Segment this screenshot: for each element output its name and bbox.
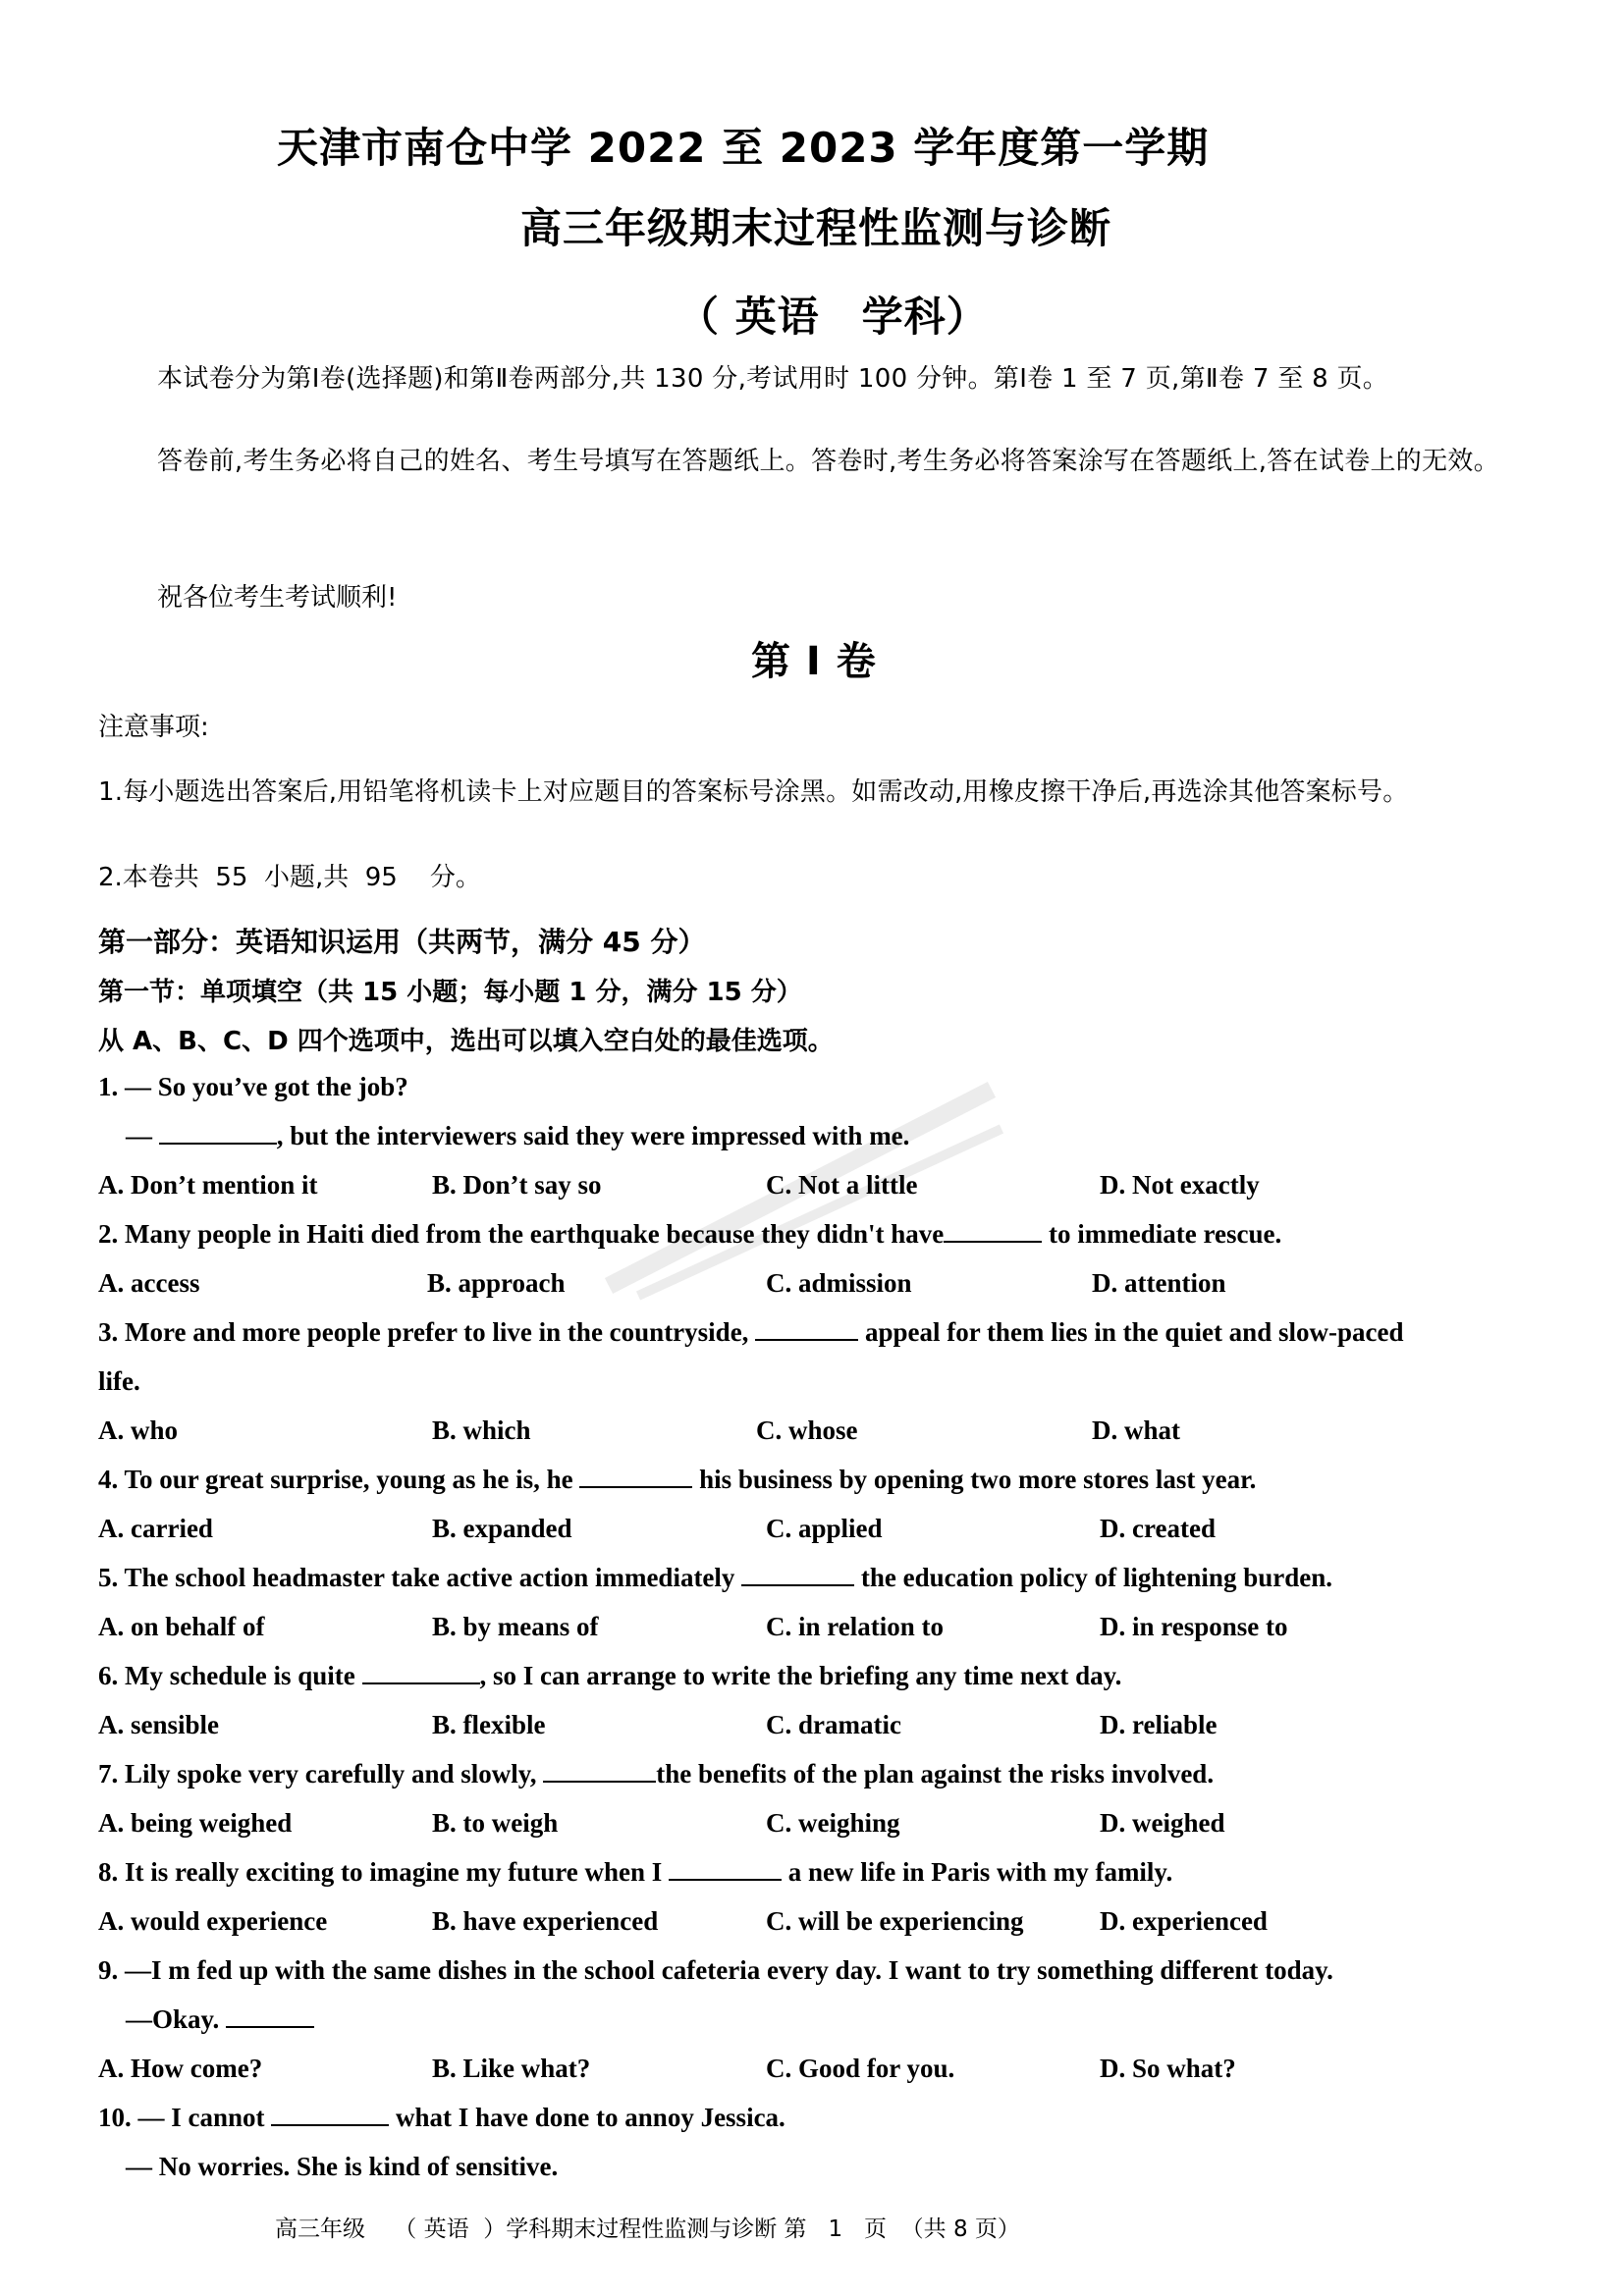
q4-option-c: C. applied xyxy=(766,1514,883,1543)
q7-option-d: D. weighed xyxy=(1100,1808,1225,1838)
q8-option-a: A. would experience xyxy=(98,1906,328,1936)
question-9-reply: —Okay. xyxy=(126,2004,314,2035)
q2-option-b: B. approach xyxy=(427,1268,566,1298)
intro-paragraph-2: 答卷前,考生务必将自己的姓名、考生号填写在答题纸上。答卷时,考生务必将答案涂写在答题纸上,答在试卷上的无效。 xyxy=(157,447,1499,476)
answer-blank xyxy=(944,1219,1042,1243)
q2-option-a: A. access xyxy=(98,1268,200,1298)
q5-option-b: B. by means of xyxy=(432,1612,599,1641)
question-3-stem: 3. More and more people prefer to live in the countryside, appeal for them lies in the quiet and slow-paced xyxy=(98,1317,1404,1347)
q5-option-d: D. in response to xyxy=(1100,1612,1288,1641)
q5-option-c: C. in relation to xyxy=(766,1612,944,1641)
q6-option-b: B. flexible xyxy=(432,1710,546,1739)
footer-subject: 英语 xyxy=(423,2216,469,2242)
good-luck-text: 祝各位考生考试顺利! xyxy=(157,583,398,613)
answer-blank xyxy=(741,1563,854,1586)
exam-title: 天津市南仓中学 2022 至 2023 学年度第一学期 xyxy=(277,124,1210,172)
volume-heading: 第 Ⅰ 卷 xyxy=(751,639,877,684)
answer-blank xyxy=(362,1661,480,1684)
answer-blank xyxy=(159,1121,277,1145)
q2-option-c: C. admission xyxy=(766,1268,912,1298)
q1-option-a: A. Don’t mention it xyxy=(98,1170,318,1200)
q7-option-a: A. being weighed xyxy=(98,1808,293,1838)
q3-option-c: C. whose xyxy=(756,1415,858,1445)
q8-option-b: B. have experienced xyxy=(432,1906,659,1936)
section1-title: 第一节：单项填空（共 15 小题；每小题 1 分，满分 15 分） xyxy=(98,978,802,1007)
answer-blank xyxy=(669,1857,782,1881)
q5-option-a: A. on behalf of xyxy=(98,1612,265,1641)
question-10-stem: 10. — I cannot what I have done to annoy Jessica. xyxy=(98,2103,785,2132)
page-footer xyxy=(275,2211,1020,2243)
section1-instruction: 从 A、B、C、D 四个选项中，选出可以填入空白处的最佳选项。 xyxy=(98,1027,834,1056)
q7-option-c: C. weighing xyxy=(766,1808,900,1838)
q1-option-d: D. Not exactly xyxy=(1100,1170,1260,1200)
q8-option-d: D. experienced xyxy=(1100,1906,1268,1936)
note-2: 2.本卷共 55 小题,共 95 分。 xyxy=(98,863,481,892)
q3-option-a: A. who xyxy=(98,1415,179,1445)
q6-option-c: C. dramatic xyxy=(766,1710,901,1739)
answer-blank xyxy=(755,1317,858,1341)
question-1-reply: — , but the interviewers said they were impressed with me. xyxy=(126,1121,910,1150)
footer-grade: 高三年级 xyxy=(275,2216,365,2242)
answer-blank xyxy=(543,1759,656,1783)
footer-page-number: 1 xyxy=(828,2216,843,2242)
q2-option-d: D. attention xyxy=(1092,1268,1226,1298)
q6-option-d: D. reliable xyxy=(1100,1710,1218,1739)
q3-option-d: D. what xyxy=(1092,1415,1181,1445)
answer-blank xyxy=(226,2004,314,2028)
footer-page-label: 第 xyxy=(784,2216,807,2242)
question-1-stem: 1. — So you’ve got the job? xyxy=(98,1072,408,1101)
footer-page-unit: 页 xyxy=(864,2216,888,2242)
q6-option-a: A. sensible xyxy=(98,1710,220,1739)
note-1: 1.每小题选出答案后,用铅笔将机读卡上对应题目的答案标号涂黑。如需改动,用橡皮擦干净后,再选涂其他答案标号。 xyxy=(98,777,1409,807)
question-2-stem: 2. Many people in Haiti died from the earthquake because they didn't have to immediate rescue. xyxy=(98,1219,1282,1249)
question-10-reply: — No worries. She is kind of sensitive. xyxy=(126,2152,559,2181)
question-3-stem-cont: life. xyxy=(98,1366,140,1396)
question-4-stem: 4. To our great surprise, young as he is, he his business by opening two more stores last year. xyxy=(98,1465,1257,1494)
q8-option-c: C. will be experiencing xyxy=(766,1906,1024,1936)
answer-blank xyxy=(579,1465,692,1488)
q7-option-b: B. to weigh xyxy=(432,1808,559,1838)
question-6-stem: 6. My schedule is quite , so I can arrange to write the briefing any time next day. xyxy=(98,1661,1122,1690)
q9-option-d: D. So what? xyxy=(1100,2054,1236,2083)
question-8-stem: 8. It is really exciting to imagine my future when I a new life in Paris with my family. xyxy=(98,1857,1173,1887)
notes-title: 注意事项: xyxy=(98,713,209,742)
answer-blank xyxy=(271,2103,389,2126)
q9-option-c: C. Good for you. xyxy=(766,2054,955,2083)
question-9-stem: 9. —I m fed up with the same dishes in the school cafeteria every day. I want to try something different today. xyxy=(98,1955,1333,1985)
subject-title: （ 英语 学科） xyxy=(677,293,989,341)
footer-subject-suffix: ）学科期末过程性监测与诊断 xyxy=(483,2216,778,2242)
q4-option-d: D. created xyxy=(1100,1514,1216,1543)
footer-total-pages: （共 8 页） xyxy=(900,2216,1020,2242)
intro-paragraph-1: 本试卷分为第Ⅰ卷(选择题)和第Ⅱ卷两部分,共 130 分,考试用时 100 分钟。第Ⅰ卷 1 至 7 页,第Ⅱ卷 7 至 8 页。 xyxy=(157,364,1389,394)
question-5-stem: 5. The school headmaster take active action immediately the education policy of lightening burden. xyxy=(98,1563,1332,1592)
footer-bracket-open: （ xyxy=(394,2216,417,2242)
q1-option-b: B. Don’t say so xyxy=(432,1170,602,1200)
question-7-stem: 7. Lily spoke very carefully and slowly, the benefits of the plan against the risks involved. xyxy=(98,1759,1215,1789)
exam-subtitle: 高三年级期末过程性监测与诊断 xyxy=(520,204,1112,252)
q1-option-c: C. Not a little xyxy=(766,1170,918,1200)
part1-title: 第一部分：英语知识运用（共两节，满分 45 分） xyxy=(98,926,706,958)
q4-option-a: A. carried xyxy=(98,1514,213,1543)
q9-option-a: A. How come? xyxy=(98,2054,263,2083)
q9-option-b: B. Like what? xyxy=(432,2054,591,2083)
q4-option-b: B. expanded xyxy=(432,1514,572,1543)
q3-option-b: B. which xyxy=(432,1415,531,1445)
